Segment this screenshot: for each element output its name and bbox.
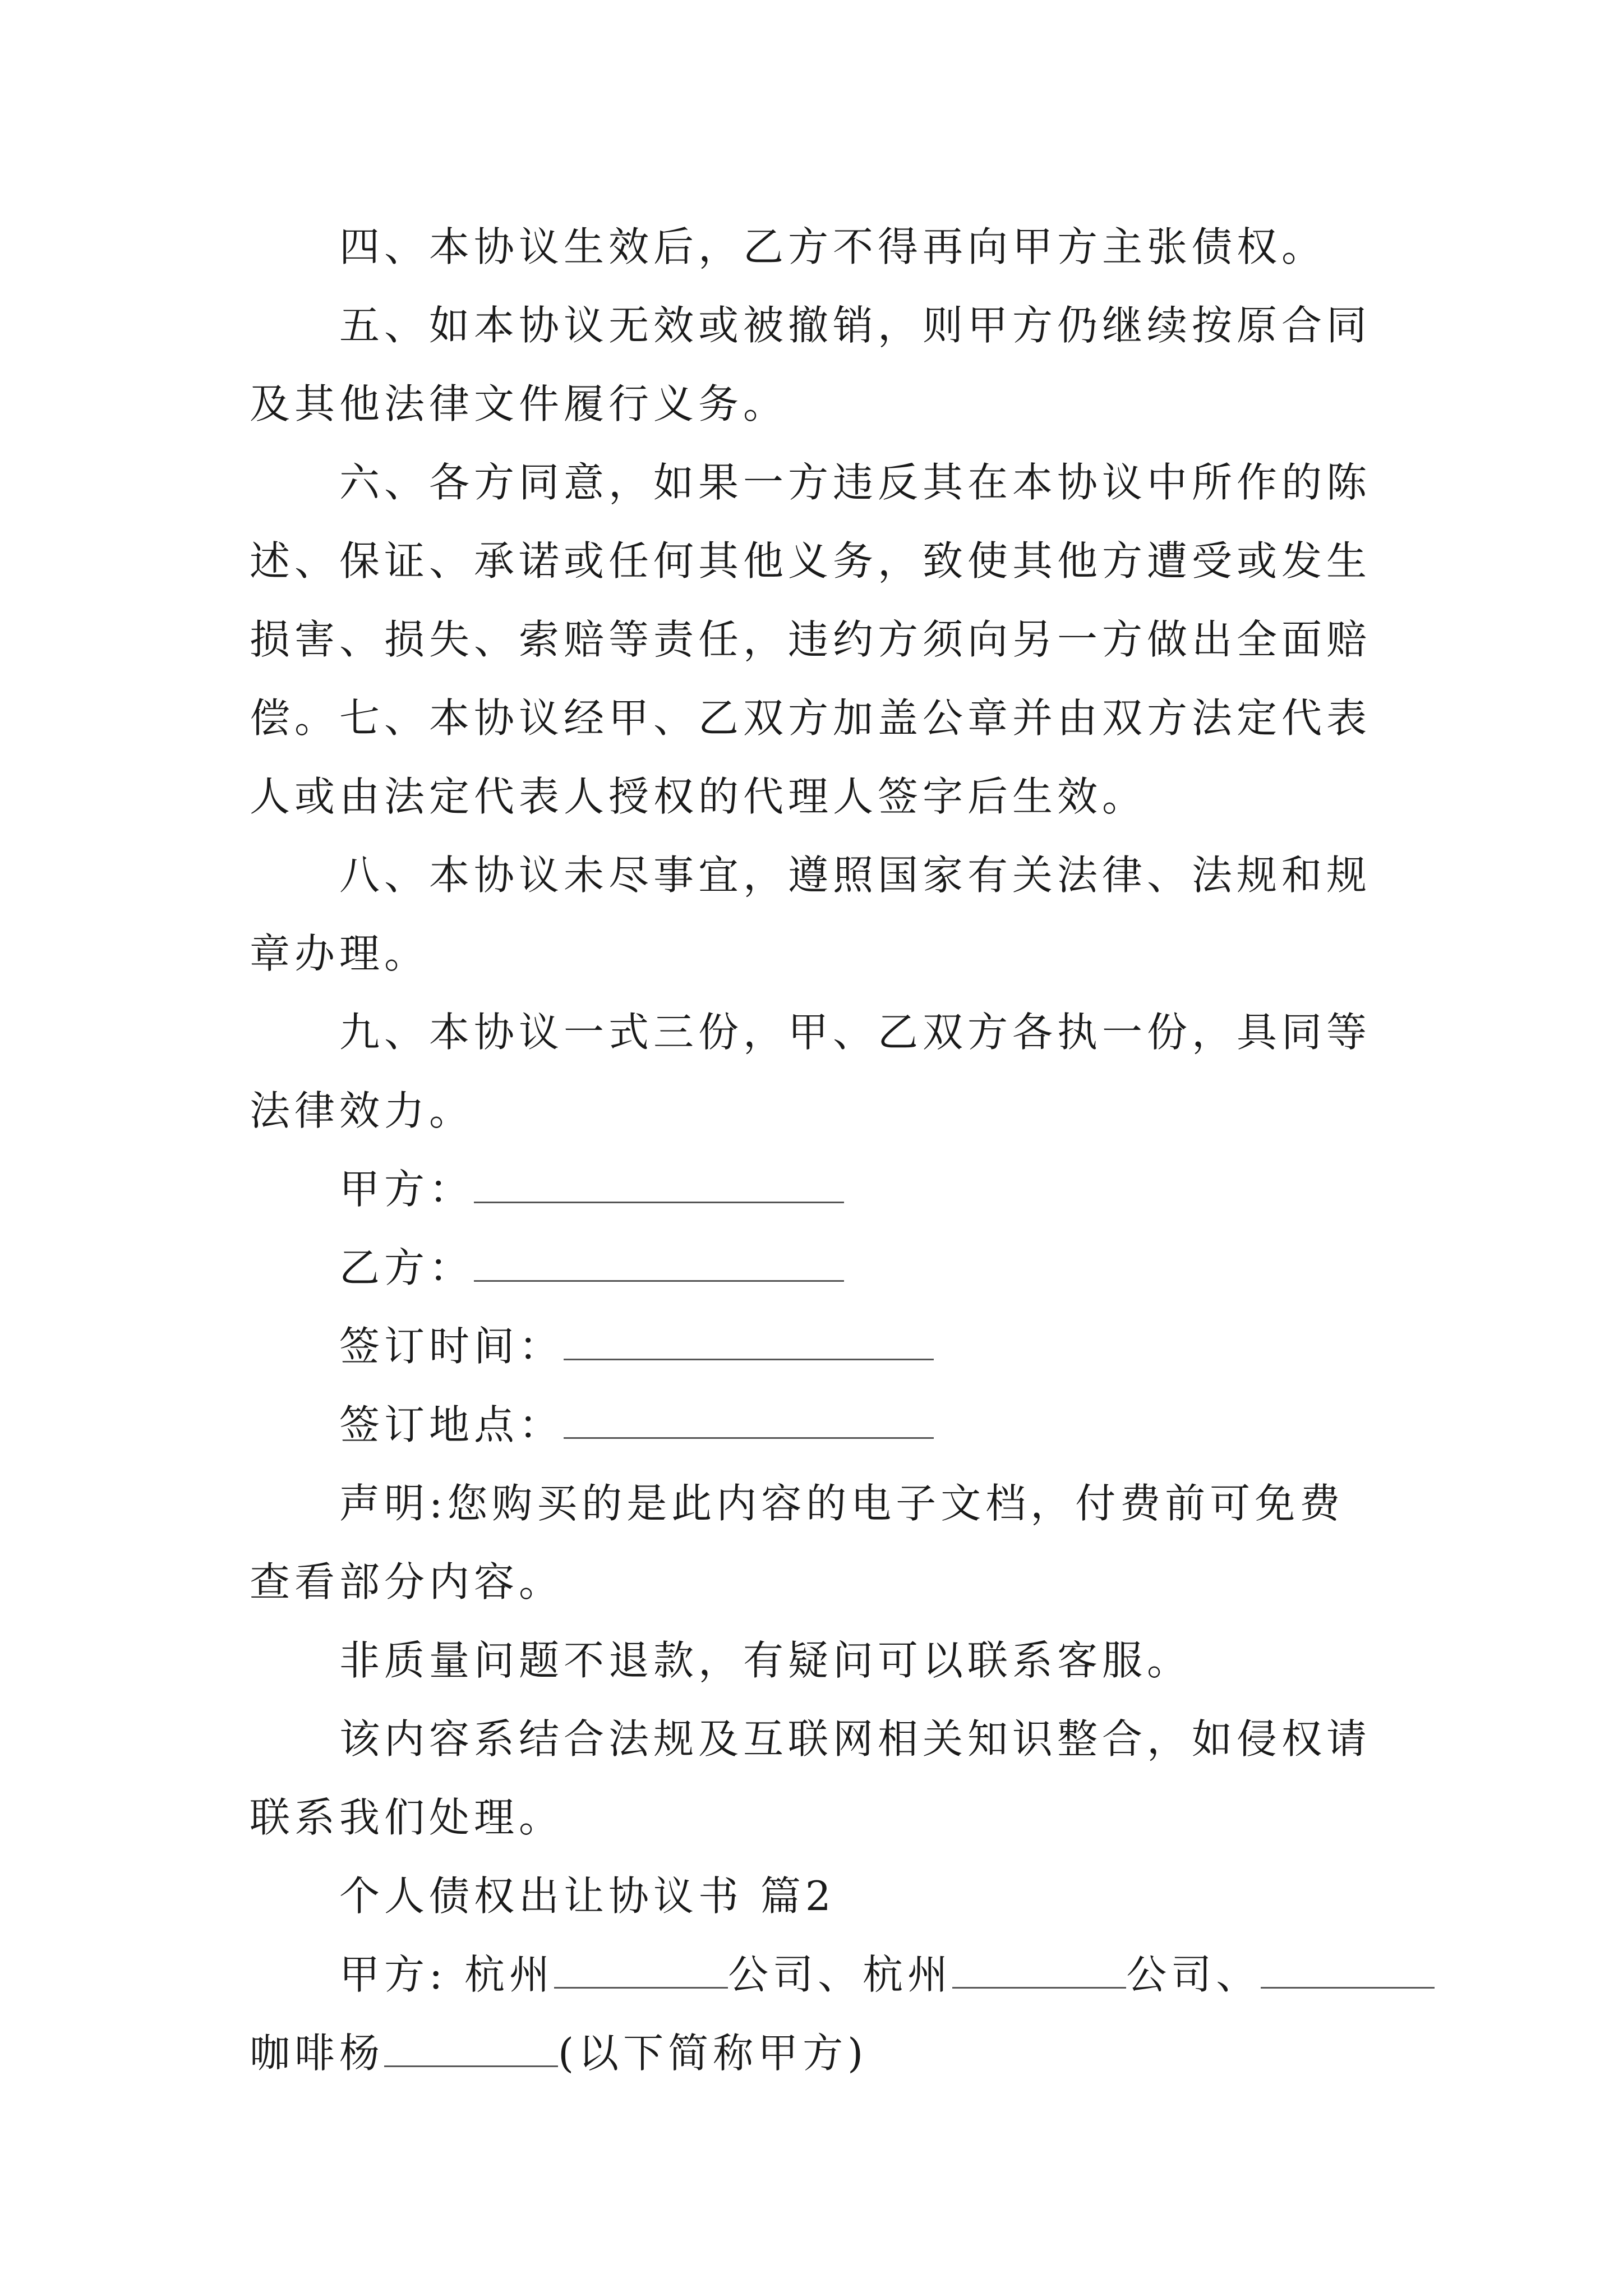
clause-5: 五、如本协议无效或被撤销，则甲方仍继续按原合同及其他法律文件履行义务。 [250,302,1372,427]
party-a-name: 咖啡杨 [250,2030,385,2077]
clause-4: 四、本协议生效后，乙方不得再向甲方主张债权。 [339,223,1327,270]
section-2-party-a-label: 甲方: [339,1951,448,1998]
party-a-company-1-blank [554,1953,728,1989]
clause-8: 八、本协议未尽事宜，遵照国家有关法律、法规和规章办理。 [250,852,1372,977]
party-a-company-2-suffix: 公司、 [1126,1951,1261,1998]
sign-place-blank [564,1404,934,1439]
sign-time-blank [564,1325,934,1360]
party-b-blank [474,1246,844,1282]
party-a-company-1-suffix: 公司、杭州 [728,1951,953,1998]
clause-9: 九、本协议一式三份，甲、乙双方各执一份，具同等法律效力。 [250,1009,1372,1134]
statement-notice: 声明:您购买的是此内容的电子文档，付费前可免费查看部分内容。 [250,1480,1345,1605]
party-a-company-2-blank [952,1953,1126,1989]
sign-time-label: 签订时间： [339,1323,564,1370]
party-a-label: 甲方： [339,1166,474,1213]
party-a-blank [474,1168,844,1203]
clause-6: 六、各方同意，如果一方违反其在本协议中所作的陈述、保证、承诺或任何其他义务，致使其他方遭受或发生损害、损失、索赔等责任，违约方须向另一方做出全面赔偿。 [250,459,1372,742]
party-a-company-3-blank [1261,1953,1435,1989]
party-a-abbreviation: (以下简称甲方) [558,2030,868,2077]
section-2-party-a-line2 [250,2014,868,2092]
sign-place-label: 签订地点： [339,1401,564,1448]
party-a-signature-line [339,1150,844,1228]
clause-7: 七、本协议经甲、乙双方加盖公章并由双方法定代表人或由法定代表人授权的代理人签字后生效。 [250,694,1372,820]
section-2-title: 个人债权出让协议书 篇2 [339,1872,836,1920]
no-refund-notice: 非质量问题不退款，有疑问可以联系客服。 [339,1637,1192,1684]
sign-place-line [339,1386,934,1464]
section-2-party-a-line1 [339,1935,1435,2014]
party-a-name-blank [384,2032,558,2067]
party-b-signature-line [339,1228,844,1307]
party-a-city-1: 杭州 [464,1951,555,1998]
copyright-notice: 该内容系结合法规及互联网相关知识整合，如侵权请联系我们处理。 [250,1715,1372,1841]
party-b-label: 乙方： [339,1244,474,1291]
sign-time-line [339,1307,934,1386]
